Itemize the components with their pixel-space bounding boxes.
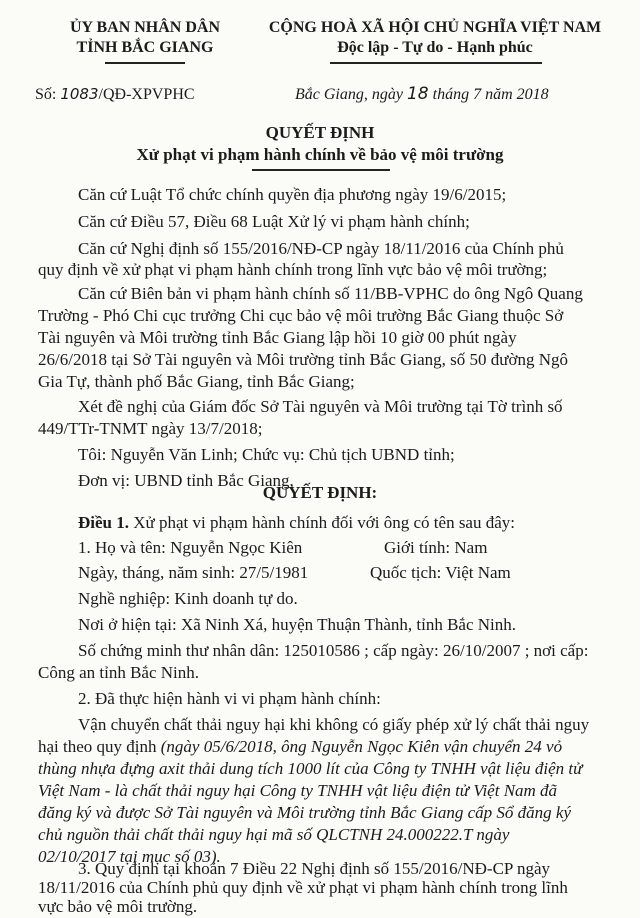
number-handwritten: 1083 [60,85,99,103]
decision-heading: QUYẾT ĐỊNH: [262,483,378,502]
violation-label: 2. Đã thực hiện hành vi vi phạm hành chính: [78,689,381,708]
violation-line [38,736,562,758]
preamble-line: Căn cứ Luật Tổ chức chính quyền địa phương ngày 19/6/2015; [78,185,507,204]
person-gender: Giới tính: Nam [384,538,488,557]
issuer-underline [105,62,185,64]
national-title: CỘNG HOÀ XÃ HỘI CHỦ NGHĨA VIỆT NAM [268,19,602,36]
date-prefix: Bắc Giang, ngày [295,86,403,103]
issuer-line1: ỦY BAN NHÂN DÂN [69,19,221,36]
national-motto: Độc lập - Tự do - Hạnh phúc [337,39,533,56]
violation-detail-line: thùng nhựa đựng axit thải dung tích 1000 lít của Công ty TNHH vật liệu điện tử [38,759,583,778]
person-nationality: Quốc tịch: Việt Nam [370,563,511,582]
violation-detail-line: 02/10/2017 tại mục số 03). [38,847,221,866]
article1-intro [78,512,515,534]
violation-plain: hại theo quy định [38,737,161,756]
violation-italic: (ngày 05/6/2018, ông Nguyễn Ngọc Kiên vận chuyển 24 vỏ [160,737,563,756]
person-dob: Ngày, tháng, năm sinh: 27/5/1981 [78,563,309,582]
preamble-line: Căn cứ Nghị định số 155/2016/NĐ-CP ngày 18/11/2016 của Chính phủ [78,239,564,258]
preamble-line: Tài nguyên và Môi trường tỉnh Bắc Giang lập hồi 10 giờ 00 phút ngày [38,328,517,347]
clause3-line: 3. Quy định tại khoản 7 Điều 22 Nghị định số 155/2016/NĐ-CP ngày [78,859,551,878]
preamble-line: Xét đề nghị của Giám đốc Sở Tài nguyên và Môi trường tại Tờ trình số [78,397,563,416]
clause3-line: 18/11/2016 của Chính phủ quy định về xử phạt vi phạm hành chính trong lĩnh [38,878,568,897]
person-residence: Nơi ở hiện tại: Xã Ninh Xá, huyện Thuận Thành, tỉnh Bắc Ninh. [78,615,517,634]
preamble-line: Căn cứ Biên bản vi phạm hành chính số 11/BB-VPHC do ông Ngô Quang [78,284,583,303]
document-title: QUYẾT ĐỊNH [265,123,375,142]
motto-underline [330,62,542,64]
preamble-line: Căn cứ Điều 57, Điều 68 Luật Xử lý vi phạm hành chính; [78,212,470,231]
person-id-line2: Công an tỉnh Bắc Ninh. [38,663,200,682]
preamble-line: 449/TTr-TNMT ngày 13/7/2018; [38,419,263,438]
document-date [295,84,549,105]
signer-line: Tôi: Nguyễn Văn Linh; Chức vụ: Chủ tịch UBND tỉnh; [78,445,455,464]
unit-line: Đơn vị: UBND tỉnh Bắc Giang, [78,471,294,490]
article1-intro-text: Xử phạt vi phạm hành chính đối với ông có tên sau đây: [133,513,515,532]
preamble-line: Trường - Phó Chi cục trưởng Chi cục bảo vệ môi trường Bắc Giang thuộc Sở [38,306,564,325]
violation-detail-line: đăng ký và được Sở Tài nguyên và Môi trường tỉnh Bắc Giang cấp Sổ đăng ký [38,803,571,822]
person-id-line1: Số chứng minh thư nhân dân: 125010586 ; cấp ngày: 26/10/2007 ; nơi cấp: [78,641,589,660]
violation-detail-line: Việt Nam - là chất thải nguy hại Công ty TNHH vật liệu điện tử Việt Nam đã [38,781,558,800]
clause3-line: vực bảo vệ môi trường. [38,897,198,916]
preamble-line: 26/6/2018 tại Sở Tài nguyên và Môi trường tỉnh Bắc Giang, số 50 đường Ngô [38,350,569,369]
violation-line: Vận chuyển chất thải nguy hại khi không có giấy phép xử lý chất thải nguy [78,715,590,734]
article1-label: Điều 1. [78,513,129,532]
preamble-line: Gia Tự, thành phố Bắc Giang, tỉnh Bắc Giang; [38,372,355,391]
person-occupation: Nghề nghiệp: Kinh doanh tự do. [78,589,298,608]
number-suffix: /QĐ-XPVPHC [98,86,195,103]
number-label: Số: [35,86,57,103]
issuer-line2: TỈNH BẮC GIANG [76,39,214,56]
subtitle-underline [252,169,390,171]
document-subtitle: Xử phạt vi phạm hành chính về bảo vệ môi trường [136,145,504,164]
date-suffix: tháng 7 năm 2018 [432,86,549,103]
violation-detail-line: chủ nguồn thải chất thải nguy hại mã số QLCTNH 24.000222.T ngày [38,825,510,844]
preamble-line: quy định về xử phạt vi phạm hành chính trong lĩnh vực bảo vệ môi trường; [38,260,548,279]
date-day-handwritten: 18 [406,84,429,104]
document-number [35,84,195,105]
person-name: 1. Họ và tên: Nguyễn Ngọc Kiên [78,538,303,557]
